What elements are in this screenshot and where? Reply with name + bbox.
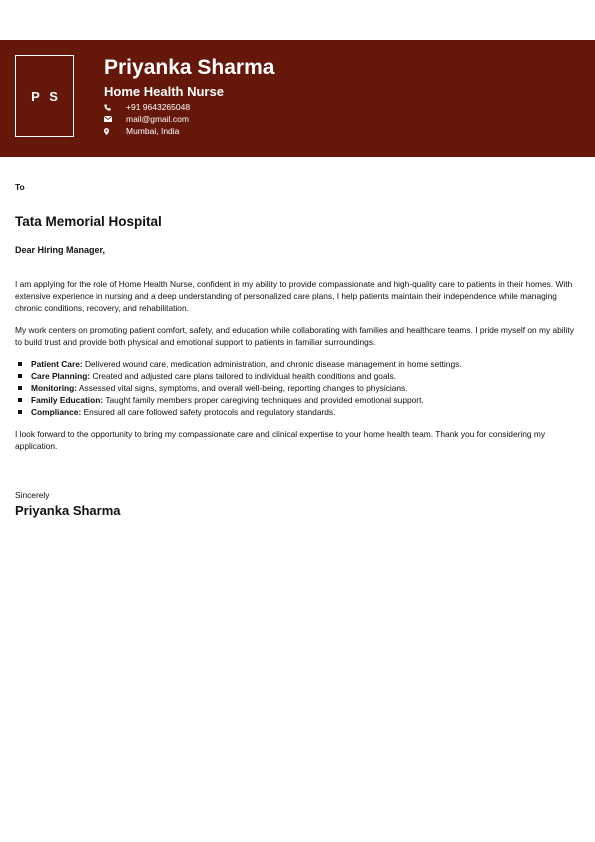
contact-email bbox=[104, 113, 190, 125]
contact-phone bbox=[104, 101, 190, 113]
list-item-text: Delivered wound care, medication administration, and chronic disease management in home settings. bbox=[85, 359, 462, 369]
list-item-label: Monitoring: bbox=[31, 383, 78, 393]
monogram-box bbox=[15, 55, 74, 137]
list-item-label: Patient Care: bbox=[31, 359, 83, 369]
closing-phrase: Sincerely bbox=[15, 490, 50, 500]
list-item-label: Care Planning: bbox=[31, 371, 91, 381]
contact-location-text: Mumbai, India bbox=[126, 126, 180, 136]
phone-icon bbox=[104, 104, 126, 111]
envelope-icon bbox=[104, 116, 126, 122]
applicant-name: Priyanka Sharma bbox=[104, 56, 275, 79]
list-item-text: Taught family members proper caregiving techniques and provided emotional support. bbox=[105, 395, 424, 405]
list-item bbox=[15, 382, 577, 394]
list-item bbox=[15, 406, 577, 418]
contact-location bbox=[104, 125, 190, 137]
monogram-initials: P S bbox=[31, 88, 61, 104]
skills-list bbox=[15, 358, 577, 418]
list-item bbox=[15, 358, 577, 370]
signature-name: Priyanka Sharma bbox=[15, 503, 121, 518]
list-item-text: Assessed vital signs, symptoms, and overall well-being, reporting changes to physicians. bbox=[78, 383, 408, 393]
to-label: To bbox=[15, 182, 25, 192]
paragraph-focus: My work centers on promoting patient comfort, safety, and education while collaborating with families and healthcare teams. I pride myself on my ability to build trust and provide both physical and emotional support to patients in familiar surroundings. bbox=[15, 325, 574, 347]
contact-phone-text: +91 9643265048 bbox=[126, 102, 191, 112]
applicant-title: Home Health Nurse bbox=[104, 84, 224, 99]
list-item-label: Compliance: bbox=[31, 407, 82, 417]
paragraph-intro: I am applying for the role of Home Health Nurse, confident in my ability to provide compassionate and high-quality care to patients in their homes. With extensive experience in nursing and a deep understanding of personalized care plans, I help patients maintain their independence while managing chronic conditions, recovery, and rehabilitation. bbox=[15, 279, 573, 313]
list-item-text: Ensured all care followed safety protocols and regulatory standards. bbox=[83, 407, 336, 417]
salutation: Dear Hiring Manager, bbox=[15, 245, 106, 255]
recipient-name: Tata Memorial Hospital bbox=[15, 214, 162, 229]
paragraph-closing: I look forward to the opportunity to bring my compassionate care and clinical expertise to your home health team. Thank you for considering my application. bbox=[15, 429, 546, 451]
map-pin-icon bbox=[104, 128, 126, 135]
list-item-text: Created and adjusted care plans tailored to individual health conditions and goals. bbox=[92, 371, 397, 381]
list-item-label: Family Education: bbox=[31, 395, 104, 405]
contact-info bbox=[104, 101, 190, 137]
contact-email-text: mail@gmail.com bbox=[126, 114, 189, 124]
header-banner bbox=[0, 40, 595, 157]
letter-body bbox=[15, 182, 577, 518]
list-item bbox=[15, 370, 577, 382]
list-item bbox=[15, 394, 577, 406]
